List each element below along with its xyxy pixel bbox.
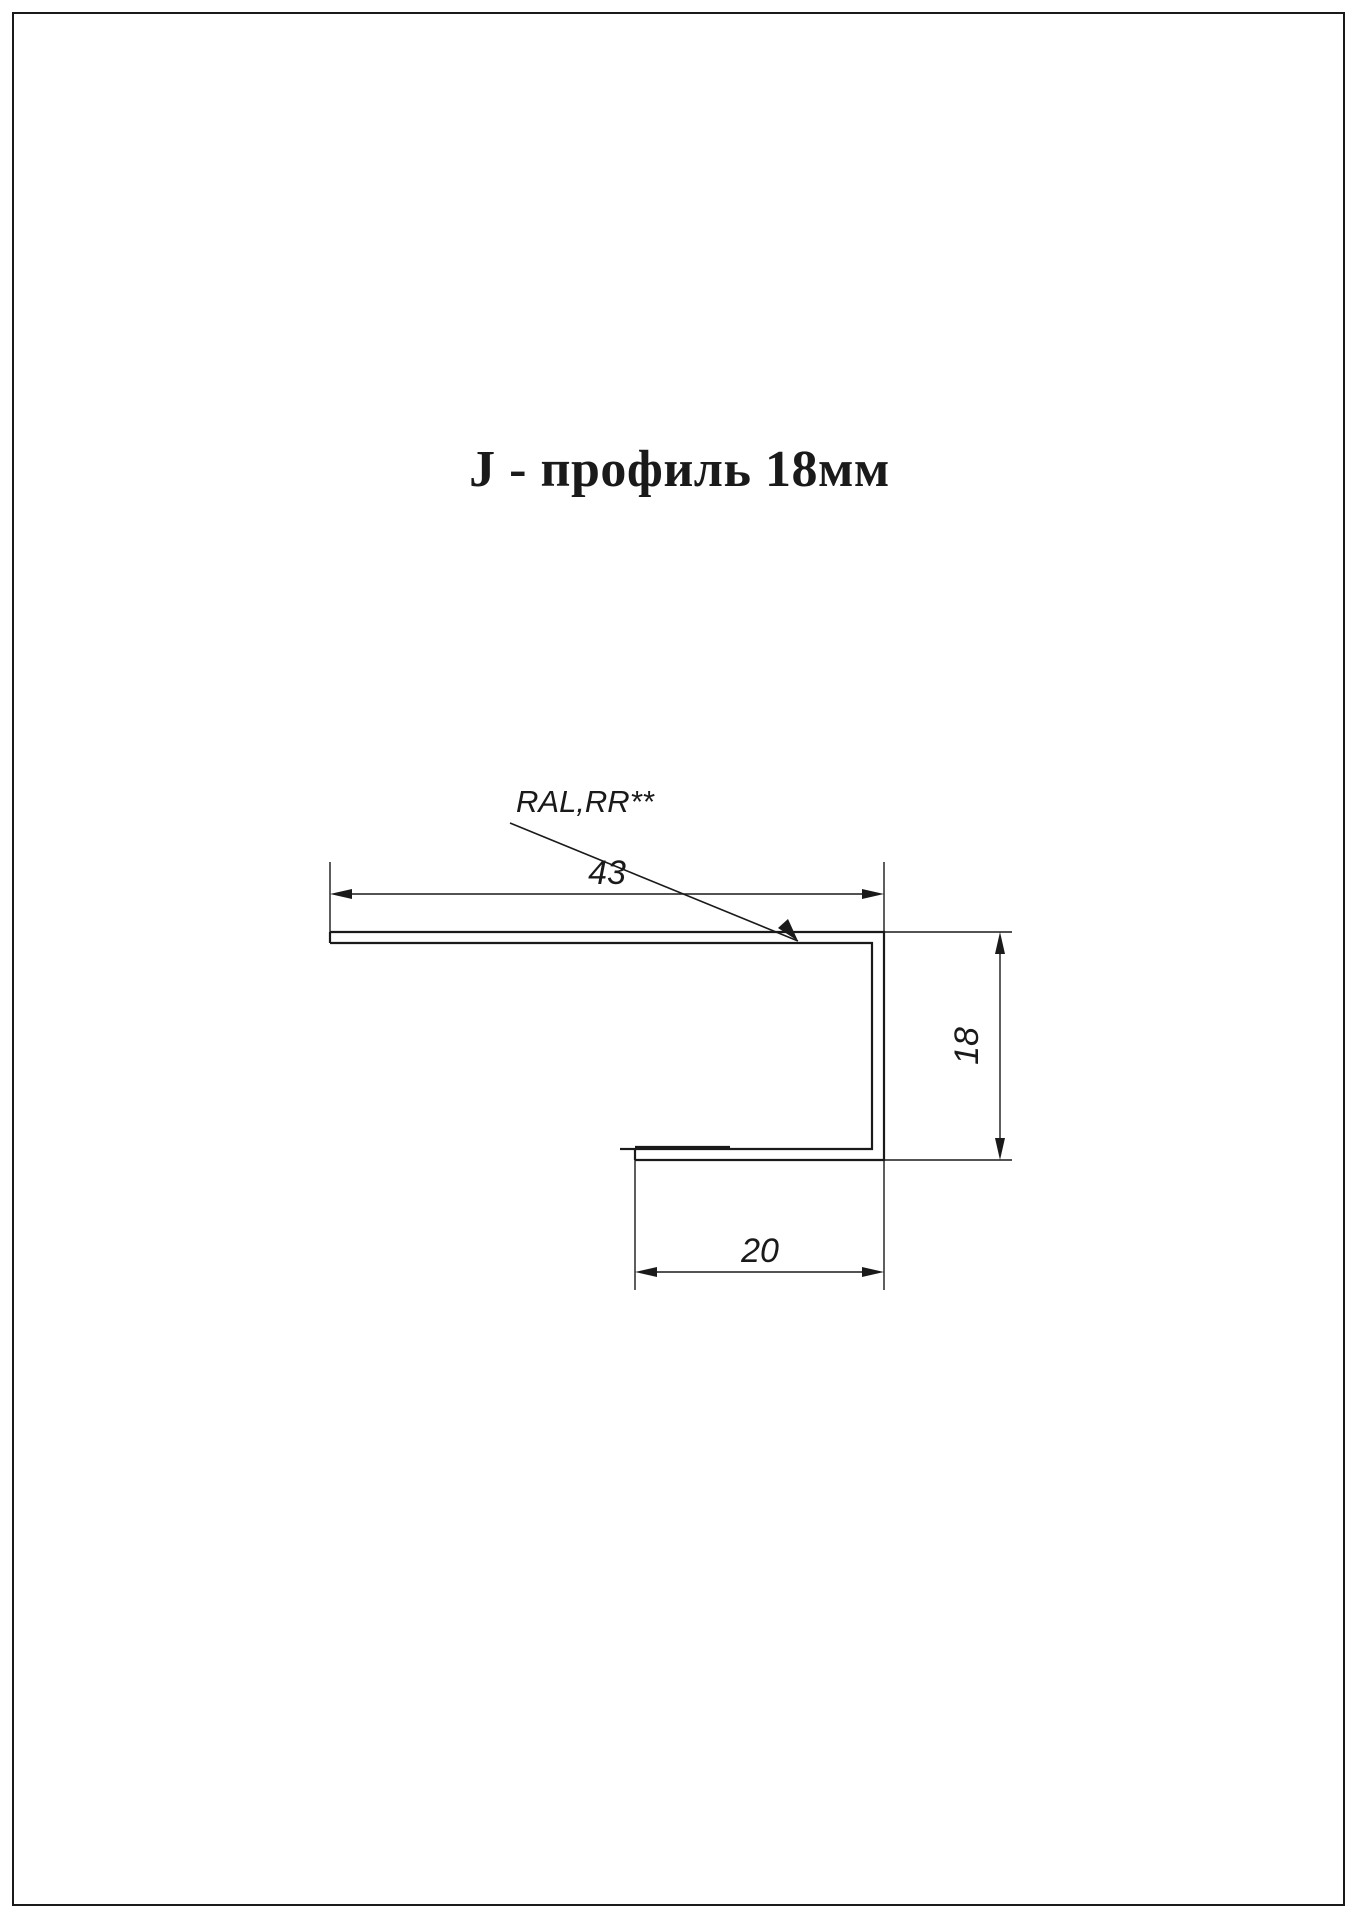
dimension-20-label: 20 <box>741 1232 779 1270</box>
dimension-43-label: 43 <box>588 854 626 892</box>
coating-note <box>510 784 798 941</box>
dimension-18-label: 18 <box>948 1027 986 1065</box>
profile-outline <box>330 932 884 1160</box>
coating-note-label: RAL,RR** <box>516 784 654 819</box>
dimension-43 <box>330 854 884 932</box>
dimension-20 <box>635 1160 884 1290</box>
page-title: J - профиль 18мм <box>469 441 890 498</box>
dimension-18 <box>884 932 1012 1160</box>
